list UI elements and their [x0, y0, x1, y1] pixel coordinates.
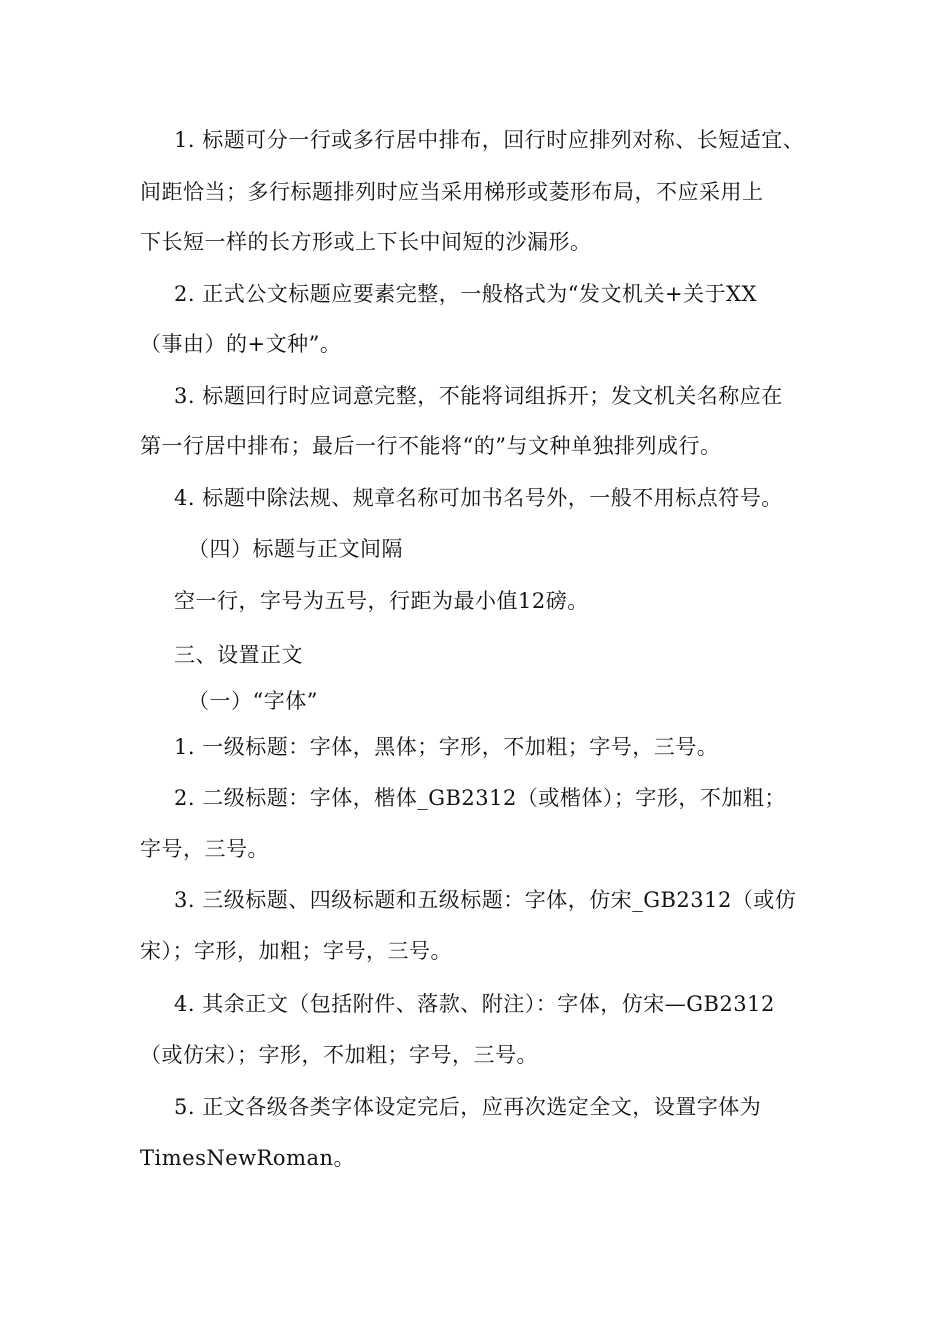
paragraph-line: 第一行居中排布；最后一行不能将“的”与文种单独排列成行。: [140, 434, 722, 458]
paragraph-line: 2. 正式公文标题应要素完整，一般格式为“发文机关+关于XX: [174, 282, 757, 306]
paragraph-line: 宋）；字形，加粗；字号，三号。: [140, 939, 452, 963]
paragraph-line: 字号，三号。: [140, 837, 269, 861]
paragraph-line: 3. 三级标题、四级标题和五级标题：字体，仿宋_GB2312（或仿: [174, 888, 797, 912]
section-heading: 三、设置正文: [174, 643, 303, 667]
paragraph-line: TimesNewRoman。: [140, 1146, 356, 1170]
paragraph-line: 4. 标题中除法规、规章名称可加书名号外，一般不用标点符号。: [174, 486, 783, 510]
paragraph-line: 2. 二级标题：字体，楷体_GB2312（或楷体）；字形，不加粗；: [174, 786, 786, 810]
paragraph-line: （事由）的+文种”。: [140, 332, 342, 356]
paragraph-line: 间距恰当；多行标题排列时应当采用梯形或菱形布局，不应采用上: [140, 180, 764, 204]
paragraph-line: 1. 一级标题：字体，黑体；字形，不加粗；字号，三号。: [174, 735, 719, 759]
paragraph-line: 3. 标题回行时应词意完整，不能将词组拆开；发文机关名称应在: [174, 384, 783, 408]
paragraph-line: 下长短一样的长方形或上下长中间短的沙漏形。: [140, 230, 592, 254]
paragraph-line: 空一行，字号为五号，行距为最小值12磅。: [174, 589, 589, 613]
paragraph-line: （或仿宋）；字形，不加粗；字号，三号。: [140, 1043, 538, 1067]
paragraph-line: 4. 其余正文（包括附件、落款、附注）：字体，仿宋—GB2312: [174, 992, 775, 1016]
subsection-heading: （一）“字体”: [188, 689, 318, 713]
paragraph-line: 1. 标题可分一行或多行居中排布，回行时应排列对称、长短适宜、: [174, 128, 805, 152]
paragraph-line: 5. 正文各级各类字体设定完后，应再次选定全文，设置字体为: [174, 1095, 762, 1119]
subsection-heading: （四）标题与正文间隔: [188, 537, 403, 561]
